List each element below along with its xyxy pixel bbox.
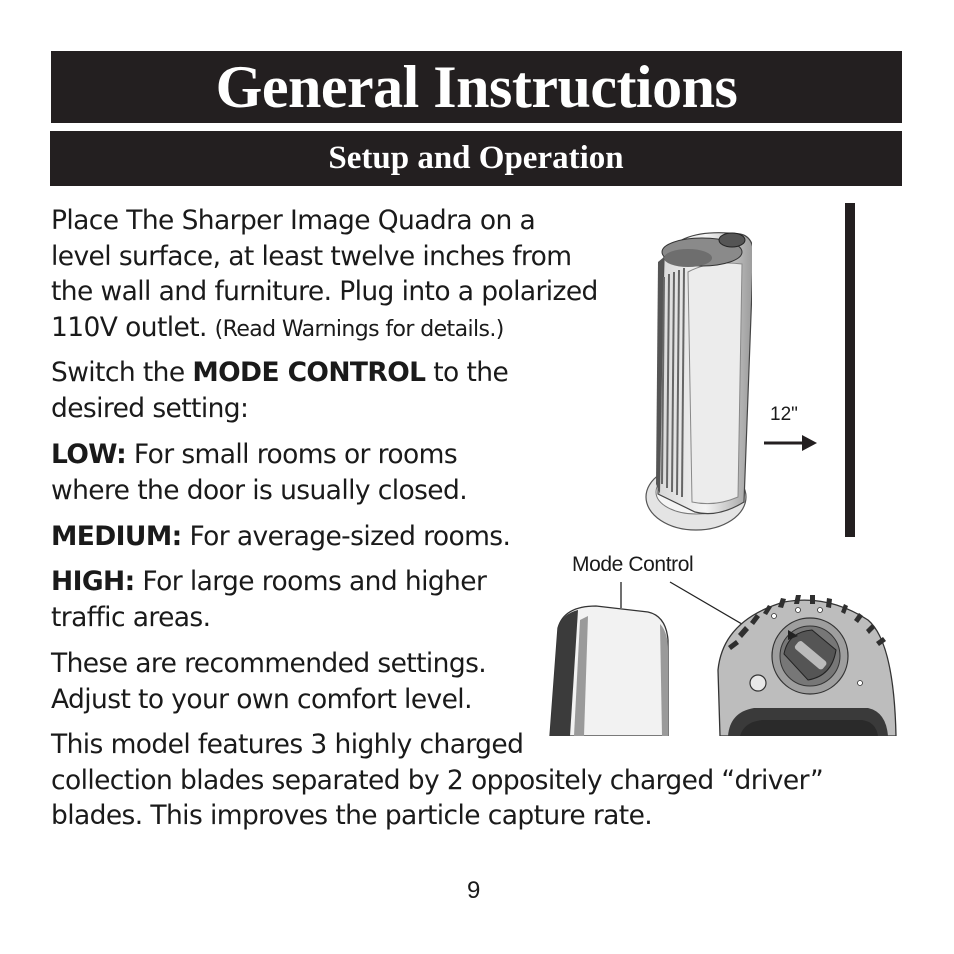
text-line: collection blades separated by 2 oppositely charged “driver” [51, 764, 824, 796]
setting-label: HIGH: [51, 566, 135, 597]
wall-line [845, 203, 855, 537]
text-segment: to the [425, 357, 509, 388]
recommend-paragraph [51, 646, 486, 717]
text-line: 110V outlet. [51, 311, 207, 343]
mode-control-label: Mode Control [572, 553, 694, 576]
text-line: desired setting: [51, 392, 249, 424]
medium-setting [51, 519, 510, 555]
text-line: Adjust to your own comfort level. [51, 683, 472, 715]
air-purifier-illustration [640, 222, 752, 534]
text-line: where the door is usually closed. [51, 474, 468, 506]
page-title: General Instructions [215, 53, 738, 120]
warnings-note: (Read Warnings for details.) [214, 316, 504, 342]
text-segment: Switch the [51, 357, 193, 388]
text-line: These are recommended settings. [51, 648, 487, 679]
mode-paragraph [51, 355, 508, 426]
text-line: the wall and furniture. Plug into a polarized [51, 276, 598, 307]
setting-text: For large rooms and higher [134, 566, 487, 597]
distance-label: 12" [770, 404, 798, 425]
title-bar [51, 51, 902, 123]
text-line: This model features 3 highly charged [51, 729, 524, 760]
high-setting [51, 564, 486, 635]
setting-text: For small rooms or rooms [126, 439, 458, 470]
placement-paragraph [51, 203, 598, 347]
section-title: Setup and Operation [328, 140, 624, 176]
section-bar [50, 131, 902, 186]
features-paragraph [51, 727, 823, 834]
mode-control-illustration [548, 580, 900, 736]
arrow-right-icon [762, 433, 818, 453]
setting-label: MEDIUM: [51, 521, 182, 552]
low-setting [51, 437, 467, 508]
mode-control-term: MODE CONTROL [192, 357, 426, 388]
setting-text: For average-sized rooms. [181, 521, 511, 552]
text-line: level surface, at least twelve inches from [51, 240, 572, 272]
text-line: traffic areas. [51, 601, 211, 633]
setting-label: LOW: [51, 439, 127, 470]
page-number: 9 [467, 877, 481, 904]
text-line: Place The Sharper Image Quadra on a [51, 205, 536, 236]
text-line: blades. This improves the particle capture rate. [51, 800, 653, 831]
